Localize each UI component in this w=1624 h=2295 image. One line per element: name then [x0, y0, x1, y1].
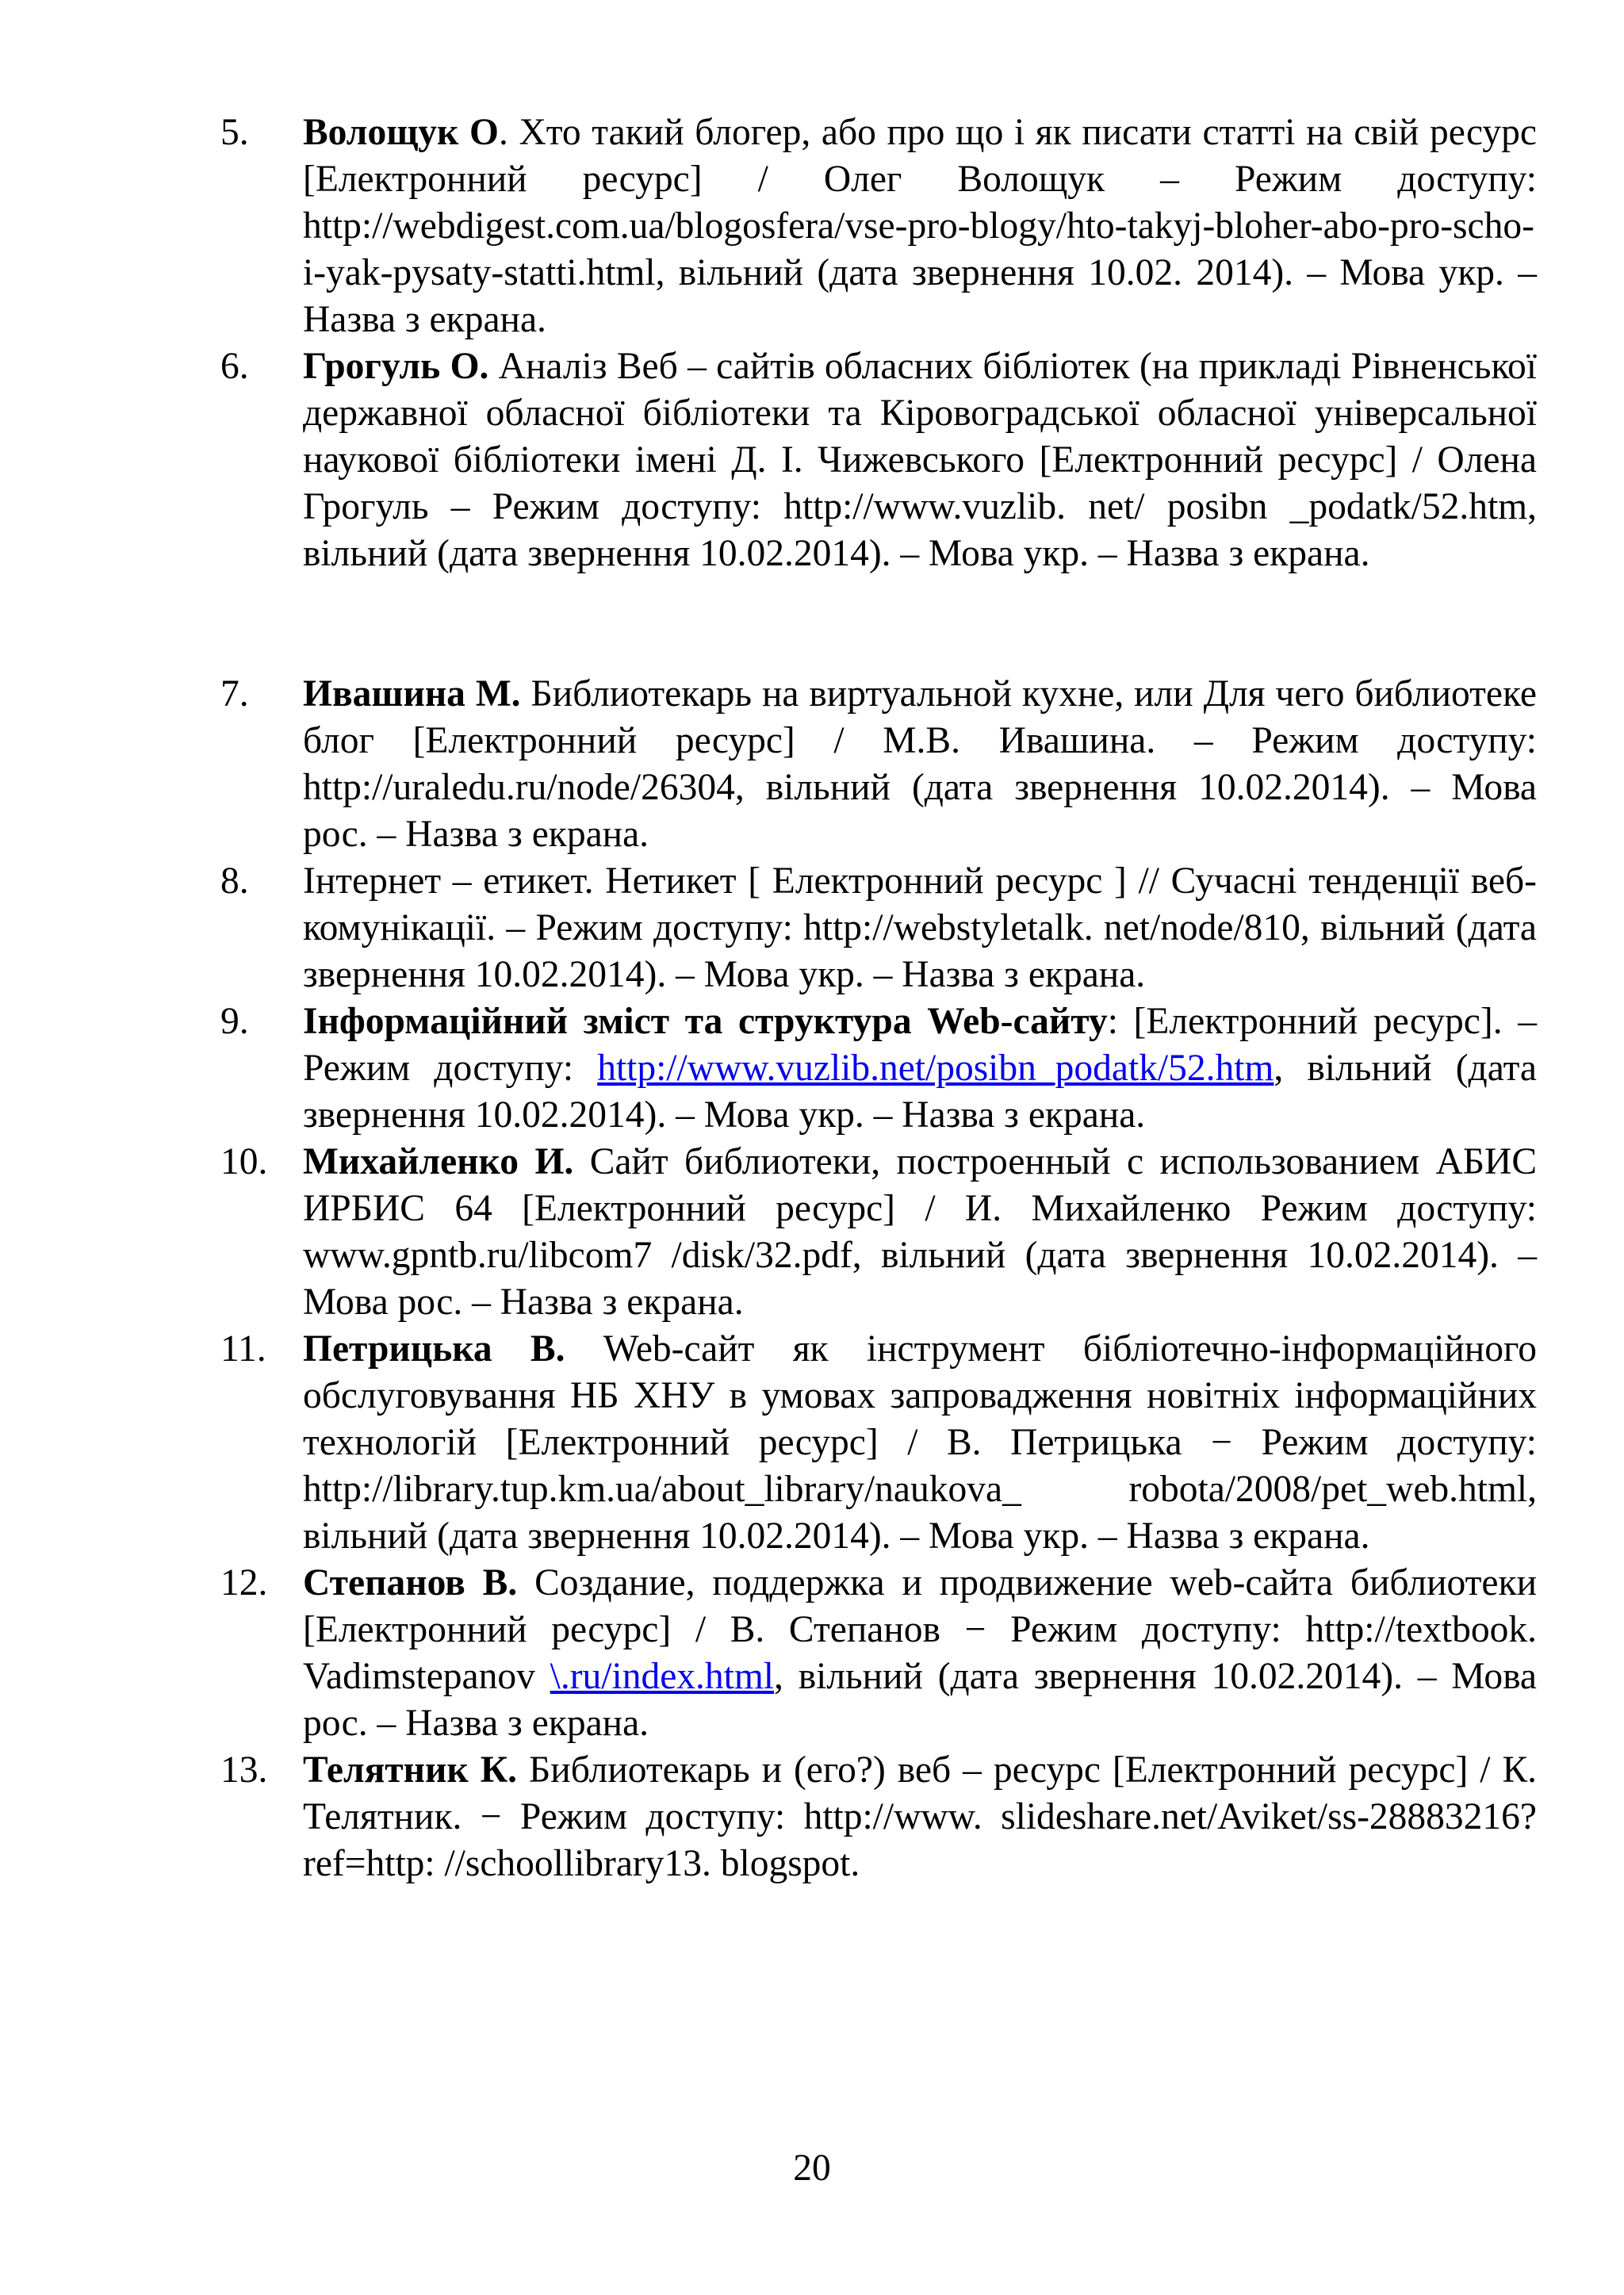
reference-text: . Хто такий блогер, або про що і як писати статті на свій ресурс [Електронний ресурс] / Олег Волощук – Режим доступу: http://webdigest.com.ua/blogosfera/vse-pro-blogy/hto-takyj-bloher-abo-pro-scho-i-yak-pysaty-statti.html, вільний (дата звернення 10.02. 2014). – Мова укр. – Назва з екрана.	[303, 112, 1537, 340]
reference-text: Web-сайт як інструмент бібліотечно-інформаційного обслуговування НБ ХНУ в умовах запровадження новітніх інформаційних технологій [Електронний ресурс] / В. Петрицька − Режим доступу: http://library.tup.km.ua/about_library/naukova_ robota/2008/pet_web.html, вільний (дата звернення 10.02.2014). – Мова укр. – Назва з екрана.	[303, 1328, 1537, 1557]
reference-item-7	[214, 671, 1537, 858]
reference-item-13	[214, 1747, 1537, 1887]
reference-text: : [Електронний ресурс]. – Режим доступу:	[303, 1001, 1537, 1089]
reference-author: Інформаційний зміст та структура Web-сайту	[303, 1001, 1108, 1042]
reference-number: 12.	[220, 1562, 268, 1603]
reference-item-11	[214, 1326, 1537, 1560]
reference-author: Ивашина М.	[303, 673, 521, 715]
reference-number: 8.	[220, 860, 249, 902]
reference-author: Петрицька В.	[303, 1328, 565, 1370]
reference-author: Грогуль О.	[303, 346, 489, 387]
reference-text: Библиотекарь и (его?) веб – ресурс [Електронний ресурс] / К. Телятник. − Режим доступу: http://www. slideshare.net/Aviket/ss-28883216?ref=http: //schoollibrary13. blogspot.	[303, 1749, 1538, 1884]
reference-item-10	[214, 1139, 1537, 1326]
reference-item-12	[214, 1560, 1537, 1747]
reference-author: Степанов В.	[303, 1562, 518, 1603]
reference-link[interactable]: http://www.vuzlib.net/posibn_podatk/52.htm	[597, 1048, 1274, 1089]
reference-list	[214, 109, 1537, 1887]
reference-item-6	[214, 343, 1537, 577]
reference-number: 7.	[220, 673, 249, 715]
reference-number: 9.	[220, 1001, 249, 1042]
page-number: 20	[793, 2147, 831, 2189]
reference-text-after-link: , вільний (дата звернення 10.02.2014). – Мова рос. – Назва з екрана.	[303, 1656, 1537, 1744]
reference-text: Інтернет – етикет. Нетикет [ Електронний ресурс ] // Сучасні тенденції веб-комунікації. – Режим доступу: http://webstyletalk. net/node/810, вільний (дата звернення 10.02.2014). – Мова укр. – Назва з екрана.	[303, 860, 1537, 995]
reference-number: 10.	[220, 1141, 268, 1182]
reference-author: Михайленко И.	[303, 1141, 574, 1182]
reference-text: Аналіз Веб – сайтів обласних бібліотек (на прикладі Рівненської державної обласної бібліотеки та Кіровоградської обласної універсальної наукової бібліотеки імені Д. І. Чижевського [Електронний ресурс] / Олена Грогуль – Режим доступу: http://www.vuzlib. net/ posibn _podatk/52.htm, вільний (дата звернення 10.02.2014). – Мова укр. – Назва з екрана.	[303, 346, 1537, 574]
reference-text-after-link: , вільний (дата звернення 10.02.2014). – Мова укр. – Назва з екрана.	[303, 1048, 1537, 1136]
reference-author: Волощук О	[303, 112, 499, 153]
reference-text: Библиотекарь на виртуальной кухне, или Для чего библиотеке блог [Електронний ресурс] / М.В. Ивашина. – Режим доступу: http://uraledu.ru/node/26304, вільний (дата звернення 10.02.2014). – Мова рос. – Назва з екрана.	[303, 673, 1537, 855]
reference-link[interactable]: \.ru/index.html	[550, 1656, 775, 1697]
reference-text: Сайт библиотеки, построенный с использованием АБИС ИРБИС 64 [Електронний ресурс] / И. Михайленко Режим доступу: www.gpntb.ru/libcom7 /disk/32.pdf, вільний (дата звернення 10.02.2014). – Мова рос. – Назва з екрана.	[303, 1141, 1538, 1323]
reference-item-9	[214, 998, 1537, 1139]
reference-author: Телятник К.	[303, 1749, 518, 1791]
reference-number: 11.	[220, 1328, 266, 1370]
reference-text: Создание, поддержка и продвижение web-сайта библиотеки [Електронний ресурс] / В. Степанов − Режим доступу: http://textbook. Vadimstepanov	[303, 1562, 1537, 1697]
reference-number: 13.	[220, 1749, 268, 1791]
reference-number: 6.	[220, 346, 249, 387]
reference-item-8	[214, 858, 1537, 998]
reference-item-5	[214, 109, 1537, 343]
reference-number: 5.	[220, 112, 249, 153]
